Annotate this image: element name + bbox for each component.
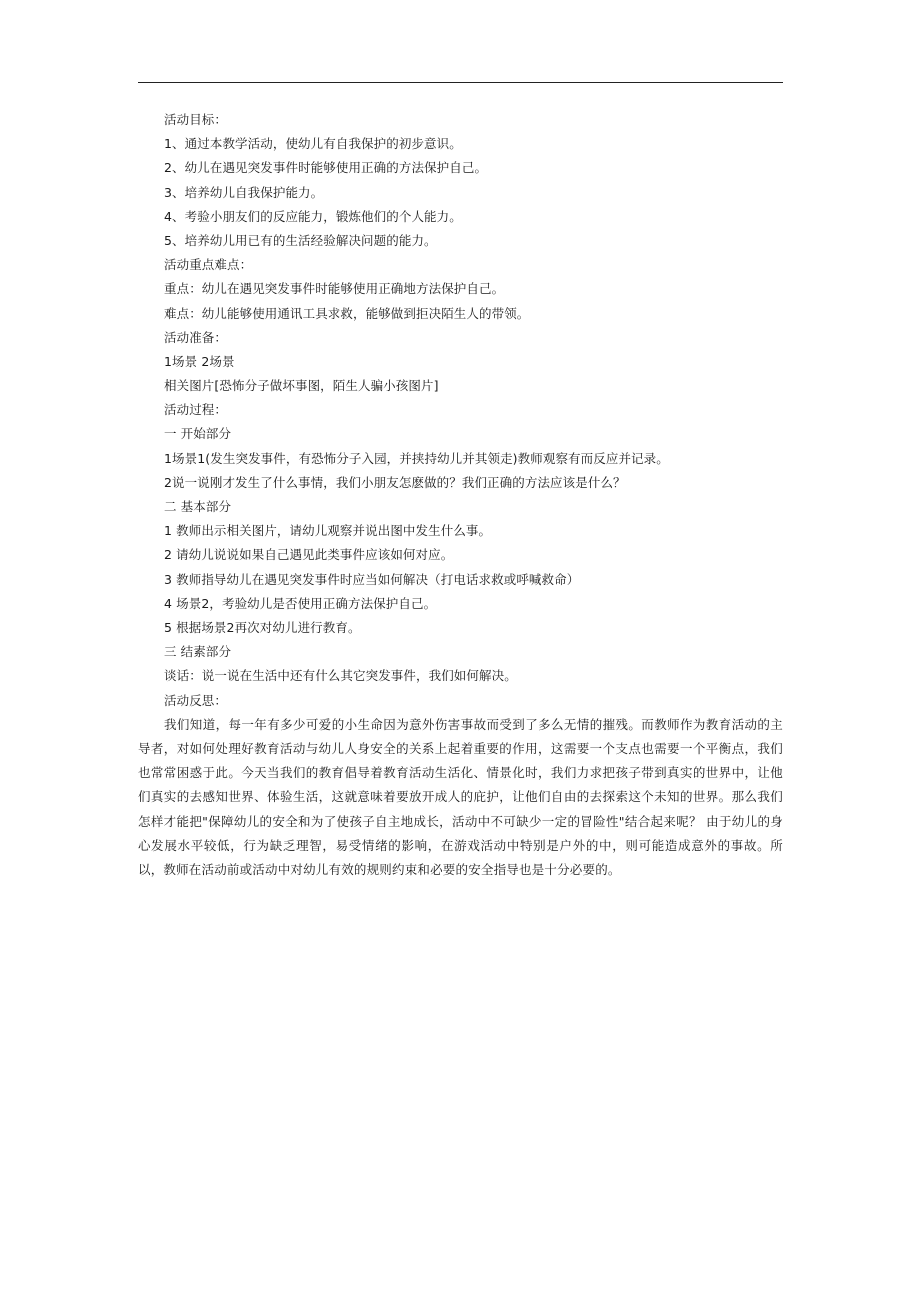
reflection-paragraph: 我们知道，每一年有多少可爱的小生命因为意外伤害事故而受到了多么无情的摧残。而教师作为教育活动的主导者，对如何处理好教育活动与幼儿人身安全的关系上起着重要的作用，这需要一个支点也需要一个平衡点，我们也常常困惑于此。今天当我们的教育倡导着教育活动生活化、情景化时，我们力求把孩子带到真实的世界中，让他们真实的去感知世界、体验生活，这就意味着要放开成人的庇护，让他们自由的去探索这个未知的世界。那么我们怎样才能把"保障幼儿的安全和为了使孩子自主地成长，活动中不可缺少一定的冒险性"结合起来呢？ 由于幼儿的身心发展水平较低，行为缺乏理智，易受情绪的影响，在游戏活动中特别是户外的中，则可能造成意外的事故。所以，教师在活动前或活动中对幼儿有效的规则约束和必要的安全指导也是十分必要的。 [138, 716, 783, 877]
process-item: 4 场景2，考验幼儿是否使用正确方法保护自己。 [164, 595, 437, 611]
goal-item: 3、培养幼儿自我保护能力。 [164, 184, 324, 200]
preparation-item: 1场景 2场景 [164, 353, 235, 369]
heading-key-points: 活动重点难点： [164, 257, 253, 273]
process-item: 1场景1(发生突发事件，有恐怖分子入园，并挟持幼儿并其领走)教师观察有而反应并记录。 [164, 450, 669, 466]
goal-item: 2、幼儿在遇见突发事件时能够使用正确的方法保护自己。 [164, 160, 488, 176]
heading-reflection: 活动反思： [164, 692, 228, 708]
difficult-point: 难点：幼儿能够使用通讯工具求救，能够做到拒决陌生人的带领。 [164, 305, 530, 321]
heading-goals: 活动目标： [164, 112, 228, 127]
document-body [138, 108, 783, 882]
goal-item: 4、考验小朋友们的反应能力，锻炼他们的个人能力。 [164, 208, 462, 224]
process-item: 5 根据场景2再次对幼儿进行教育。 [164, 619, 361, 635]
process-item: 2 请幼儿说说如果自己遇见此类事件应该如何对应。 [164, 547, 454, 563]
goal-item: 5、培养幼儿用已有的生活经验解决问题的能力。 [164, 232, 437, 248]
section-end: 三 结素部分 [164, 644, 232, 660]
process-item: 3 教师指导幼儿在遇见突发事件时应当如何解决（打电话求救或呼喊救命） [164, 571, 580, 587]
preparation-item: 相关图片[恐怖分子做坏事图，陌生人骗小孩图片] [164, 378, 439, 394]
section-start: 一 开始部分 [164, 426, 232, 442]
process-item: 2说一说刚才发生了什么事情，我们小朋友怎麽做的？我们正确的方法应该是什么？ [164, 474, 626, 490]
process-item: 谈话：说一说在生活中还有什么其它突发事件，我们如何解决。 [164, 668, 517, 684]
goal-item: 1、通过本教学活动，使幼儿有自我保护的初步意识。 [164, 136, 462, 152]
header-rule [138, 82, 783, 83]
section-basic: 二 基本部分 [164, 499, 232, 514]
heading-process: 活动过程： [164, 402, 228, 418]
key-point: 重点：幼儿在遇见突发事件时能够使用正确地方法保护自己。 [164, 281, 505, 297]
heading-preparation: 活动准备： [164, 329, 228, 345]
process-item: 1 教师出示相关图片，请幼儿观察并说出图中发生什么事。 [164, 523, 492, 539]
